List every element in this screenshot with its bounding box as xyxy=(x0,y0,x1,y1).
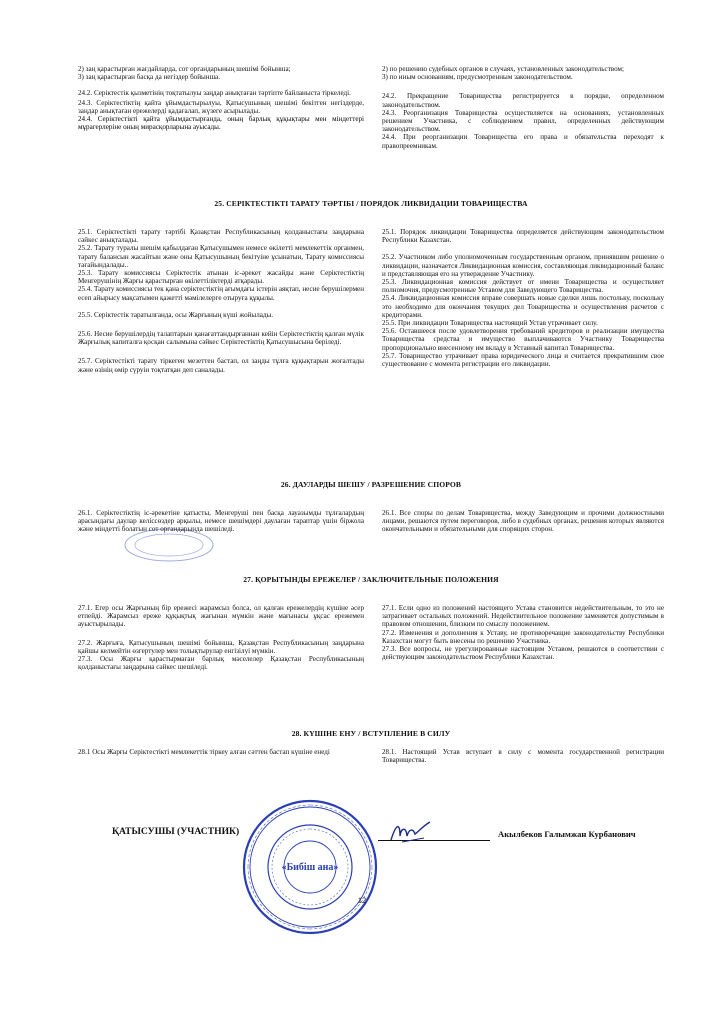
section-28-heading: 28. КҮШІНЕ ЕНУ / ВСТУПЛЕНИЕ В СИЛУ xyxy=(291,729,451,738)
participant-name: Акылбеков Галымжан Курбанович xyxy=(498,829,636,839)
section-28-right-column xyxy=(382,748,664,764)
round-seal-stamp-icon xyxy=(240,797,380,937)
paragraph: 26.1. Все споры по делам Товарищества, между Заведующим и прочими должностными лицами, решаются путем переговоров, либо в судебных органах, решения которых являются окончательными и обязательными для спорящих сторон. xyxy=(382,509,664,534)
paragraph: 2) по решению судебных органов в случаях, установленных законодательством; xyxy=(382,65,624,73)
section-27-right-column xyxy=(382,604,664,661)
paragraph: 25.2. Участником либо уполномоченным государственным органом, принявшим решение о ликвидации, назначается Ликвидационная комиссия, составляющая ликвидационный баланс и представляющая его на утверждение Участнику. xyxy=(382,253,664,278)
paragraph: 25.7. Серіктестікті тарату тіркеген мезеттен бастап, ол заңды тұлға құқықтарын жоғалтады және өзінің өмір сүруін тоқтатқан деп саналады. xyxy=(78,357,364,374)
stamp-center-text: «Бибіш ана» xyxy=(281,862,339,873)
section-25-left-column xyxy=(78,228,364,374)
paragraph: 27.2. Изменения и дополнения к Уставу, не противоречащие законодательству Республики Казахстан могут быть внесены по решению Участника. xyxy=(382,628,664,645)
section-25-right-column xyxy=(382,228,664,368)
section-25-heading: 25. СЕРІКТЕСТІКТІ ТАРАТУ ТӘРТІБІ / ПОРЯДОК ЛИКВИДАЦИИ ТОВАРИЩЕСТВА xyxy=(214,199,528,208)
section-24-right-column xyxy=(382,65,664,150)
paragraph: 25.5. Серіктестік таратылғанда, осы Жарғының күші жойылады. xyxy=(78,310,274,319)
page-number: 12 xyxy=(357,895,367,905)
paragraph: 24.3. Реорганизация Товарищества осуществляется на основаниях, установленных решением Участника, с соблюдением правил, определенных действующим законодательством. xyxy=(382,108,664,134)
section-26-left-column xyxy=(78,509,364,534)
paragraph: 24.3. Серіктестіктің қайта ұйымдастырылуы, Қатысушының шешімі бекітген негіздерде, заңдар анықтаған ережелерді қадағалап, жүзеге асырылады. xyxy=(78,98,364,115)
paragraph: 25.3. Ликвидационная комиссия действует от имени Товарищества и осуществляет полномочия, предусмотренные Уставом для Заведующего Товарищества. xyxy=(382,278,664,295)
section-26-right-column xyxy=(382,509,664,534)
paragraph: 25.3. Тарату комиссиясы Серіктестік атынан іс-әрекет жасайды және Серіктестіктің Менгерушінің Жарғы қарастырған өкілеттіліктерді атқарады. xyxy=(78,269,364,286)
paragraph: 24.2. Серіктестік қызметінің тоқтатылуы заңдар анықтаған тәртіпте байланыста тіркеледі. xyxy=(78,89,351,98)
participant-label: ҚАТЫСУШЫ (УЧАСТНИК) xyxy=(112,826,240,837)
paragraph: 24.4. Серіктестікті қайта ұйымдастырғанда, оның барлық құқықтары мен міндеттері мұрагерлеріне оның мирасқорларына ауысады. xyxy=(78,115,364,132)
paragraph: 24.4. При реорганизации Товарищества его права и обязательства переходят к правопреемникам. xyxy=(382,133,664,150)
paragraph: 25.2. Тарату туралы шешім қабылдаған Қатысушымен немесе өкілетті мемлекеттік органмен, тарату балансын жасайтын және оны Қатысушының бекітуіне ұсынатын, Тарату комиссиясы тағайындалады.. xyxy=(78,244,364,269)
paragraph: 27.3. Осы Жарғы қарастырмаған барлық мәселелер Қазақстан Республикасының қолданыстағы заңдарына сәйкес шешіледі. xyxy=(78,655,364,672)
paragraph: 25.1. Порядок ликвидации Товарищества определяется действующим законодательством Республики Казахстан. xyxy=(382,228,664,245)
paragraph: 3) заң қарастырған басқа да негіздер бойынша. xyxy=(78,73,220,82)
paragraph: 28.1 Осы Жарғы Серіктестікті мемлекеттік тіркеу алған сәттен бастап күшіне енеді xyxy=(78,748,330,756)
section-28-left-column xyxy=(78,748,364,756)
paragraph: 27.1. Если одно из положений настоящего Устава становится недействительным, то это не затрагивает остальных положений. Недействительное положение заменяется допустимым в правовом отношении, близким по смыслу положением. xyxy=(382,604,664,629)
paragraph: 25.5. При ликвидации Товарищества настоящий Устав утрачивает силу. xyxy=(382,319,598,328)
paragraph: 28.1. Настоящий Устав вступает в силу с момента государственной регистрации Товарищества. xyxy=(382,748,664,765)
section-26-heading: 26. ДАУЛАРДЫ ШЕШУ / РАЗРЕШЕНИЕ СПОРОВ xyxy=(280,480,462,489)
paragraph: 25.6. Оставшееся после удовлетворения требований кредиторов и реализации имущества Товарищества средства и имущество выплачиваются Участнику Товарищества пропорционально внесенному им вкладу в Уставный капитал Товарищества. xyxy=(382,327,664,352)
section-27-left-column xyxy=(78,604,364,671)
paragraph: 25.6. Несие берушілердің талаптарын қанағаттандырғаннан кейін Серіктестіктің қалған мүлік Жарғылық капиталға қосқан салымына сәйкес Серіктестіктің Қатысушысына беріледі. xyxy=(78,330,364,347)
section-27-heading: 27. ҚОРЫТЫНДЫ ЕРЕЖЕЛЕР / ЗАКЛЮЧИТЕЛЬНЫЕ ПОЛОЖЕНИЯ xyxy=(243,575,499,584)
handwritten-signature-icon xyxy=(388,818,432,846)
paragraph: 27.2. Жарғыға, Қатысушының шешімі бойынша, Қазақстан Республикасының заңдарына қайшы келмейтін өзгертулер мен толықтырулар енгізілуі мүмкін. xyxy=(78,638,364,655)
paragraph: 2) заң қарастырған жағдайларда, сот органдарының шешімі бойынша; xyxy=(78,65,291,73)
paragraph: 24.2. Прекращение Товарищества регистрируется в порядке, определенном законодательством. xyxy=(382,92,664,109)
paragraph: 27.3. Все вопросы, не урегулированные настоящим Уставом, решаются в соответствии с действующим законодательством Республики Казахстан. xyxy=(382,645,664,662)
paragraph: 25.7. Товарищество утрачивает права юридического лица и считается прекратившим свое существование с момента регистрации его ликвидации. xyxy=(382,351,664,369)
section-24-left-column xyxy=(78,65,364,131)
paragraph: 27.1. Егер осы Жарғының бір ережесі жарамсыз болса, ол қалған ережелердің күшіне әсер етпейді. Жарамсыз ереже құқықтық жағынан мүмкін және мағынасы ұқсас ережемен ауыстырылады. xyxy=(78,604,364,629)
paragraph: 26.1. Серіктестіктің іс-әрекетіне қатысты, Менгеруші пен басқа лауазымды тұлғалардың арасындағы даулар келіссөздер арқылы, немесе шешімдері даулаған тараптар үшін біржола және міндетті болатын сот органдарында шешіледі. xyxy=(78,509,364,534)
paragraph: 25.1. Серіктестікті тарату тәртібі Қазақстан Республикасының қолданыстағы заңдарына сәйкес анықталады. xyxy=(78,228,364,245)
paragraph: 25.4. Тарату комиссиясы тек қана серіктестіктің ағымдағы істерін аяқтап, несие берушілермен есеп айырысу мақсатымен қажетті мәмілелерге отыруға құқылы. xyxy=(78,285,364,302)
paragraph: 3) по иным основаниям, предусмотренным законодательством. xyxy=(382,73,573,82)
paragraph: 25.4. Ликвидационная комиссия вправе совершать новые сделки лишь постольку, поскольку это необходимо для окончания текущих дел Товарищества и осуществления расчетов с кредиторами. xyxy=(382,294,664,319)
